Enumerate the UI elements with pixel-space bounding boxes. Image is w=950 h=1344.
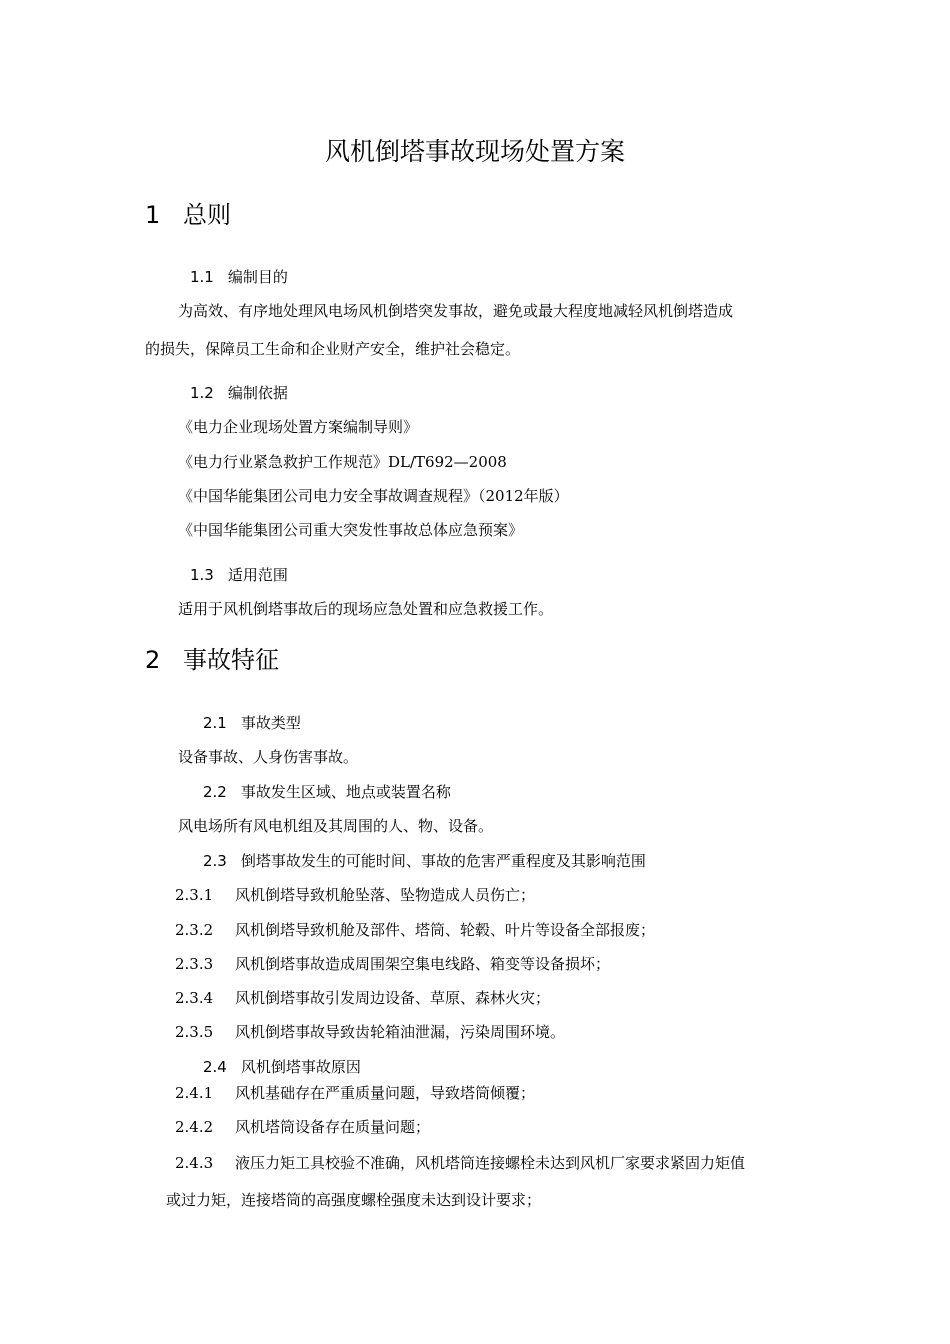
item-text: 风机倒塔导致机舱及部件、塔筒、轮毂、叶片等设备全部报废； [235, 921, 656, 939]
subsection-2-2-heading [203, 781, 451, 803]
list-item [175, 1082, 535, 1104]
subsection-number: 1.3 [190, 566, 214, 584]
list-item [175, 1116, 430, 1138]
section-title: 事故特征 [183, 646, 279, 674]
item-number: 2.4.1 [175, 1084, 214, 1102]
item-number: 2.4.2 [175, 1118, 214, 1136]
list-item [175, 987, 550, 1009]
subsection-title: 编制依据 [227, 384, 288, 402]
item-text: 风机倒塔导致机舱坠落、坠物造成人员伤亡； [235, 886, 536, 904]
item-text: 液压力矩工具校验不准确，风机塔筒连接螺栓未达到风机厂家要求紧固力矩值 [235, 1154, 746, 1172]
item-number: 2.3.1 [175, 886, 214, 904]
item-number: 2.4.3 [175, 1154, 214, 1172]
subsection-number: 1.1 [190, 268, 214, 286]
paragraph: 设备事故、人身伤害事故。 [178, 748, 359, 766]
list-item [175, 1152, 745, 1174]
section-number: 1 [145, 201, 161, 229]
item-text: 风机塔筒设备存在质量问题； [235, 1118, 431, 1136]
subsection-number: 2.3 [203, 852, 227, 870]
item-text: 风机倒塔事故导致齿轮箱油泄漏，污染周围环境。 [235, 1023, 566, 1041]
item-text: 风机倒塔事故造成周围架空集电线路、箱变等设备损坏； [235, 955, 611, 973]
subsection-title: 事故发生区域、地点或装置名称 [240, 783, 451, 801]
paragraph-continuation: 或过力矩，连接塔筒的高强度螺栓强度未达到设计要求； [166, 1191, 542, 1209]
section-2-heading [145, 644, 279, 676]
subsection-number: 2.1 [203, 714, 227, 732]
list-item [175, 953, 610, 975]
section-1-heading [145, 199, 231, 231]
subsection-title: 编制目的 [227, 268, 288, 286]
subsection-number: 2.4 [203, 1058, 227, 1076]
item-number: 2.3.3 [175, 955, 214, 973]
subsection-number: 2.2 [203, 783, 227, 801]
paragraph: 为高效、有序地处理风电场风机倒塔突发事故，避免或最大程度地减轻风机倒塔造成 [178, 302, 734, 320]
section-number: 2 [145, 646, 161, 674]
subsection-2-3-heading [203, 850, 646, 872]
paragraph: 的损失，保障员工生命和企业财产安全，维护社会稳定。 [145, 340, 521, 358]
list-item [175, 884, 535, 906]
reference-item: 《中国华能集团公司重大突发性事故总体应急预案》 [178, 521, 524, 539]
paragraph: 适用于风机倒塔事故后的现场应急处置和应急救援工作。 [178, 600, 554, 618]
subsection-title: 倒塔事故发生的可能时间、事故的危害严重程度及其影响范围 [240, 852, 646, 870]
paragraph: 风电场所有风电机组及其周围的人、物、设备。 [178, 817, 494, 835]
reference-item: 《电力企业现场处置方案编制导则》 [178, 418, 419, 436]
item-text: 风机倒塔事故引发周边设备、草原、森林火灾； [235, 989, 551, 1007]
list-item [175, 919, 655, 941]
reference-item: 《中国华能集团公司电力安全事故调查规程》（2012年版） [178, 487, 569, 505]
item-text: 风机基础存在严重质量问题，导致塔筒倾覆； [235, 1084, 536, 1102]
subsection-1-2-heading [190, 382, 288, 404]
item-number: 2.3.5 [175, 1023, 214, 1041]
subsection-2-1-heading [203, 712, 301, 734]
subsection-1-1-heading [190, 266, 288, 288]
subsection-title: 适用范围 [227, 566, 288, 584]
subsection-title: 风机倒塔事故原因 [240, 1058, 361, 1076]
subsection-2-4-heading [203, 1056, 361, 1078]
subsection-title: 事故类型 [240, 714, 301, 732]
section-title: 总则 [183, 201, 231, 229]
list-item [175, 1021, 565, 1043]
document-title: 风机倒塔事故现场处置方案 [324, 137, 625, 166]
item-number: 2.3.4 [175, 989, 214, 1007]
item-number: 2.3.2 [175, 921, 214, 939]
subsection-1-3-heading [190, 564, 288, 586]
reference-item: 《电力行业紧急救护工作规范》DL/T692—2008 [178, 453, 507, 471]
subsection-number: 1.2 [190, 384, 214, 402]
